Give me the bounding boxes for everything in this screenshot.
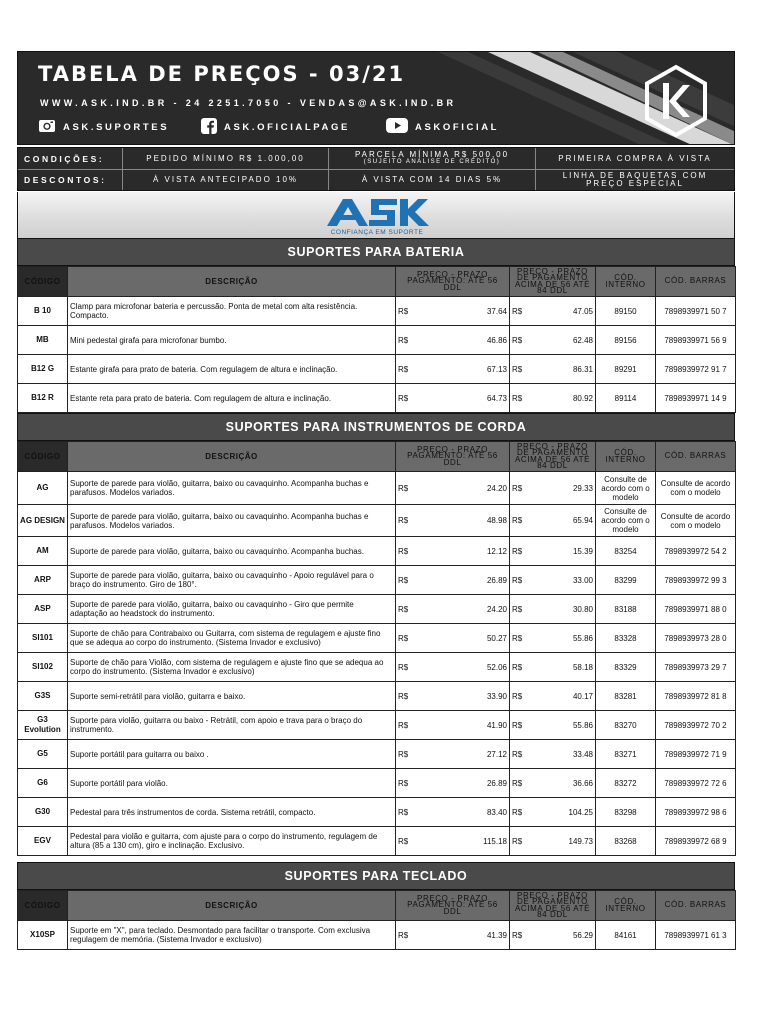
barcode: 7898939972 99 3 — [656, 566, 736, 595]
page-title: TABELA DE PREÇOS - 03/21 — [38, 62, 406, 86]
price-84-ddl — [510, 595, 596, 624]
currency-symbol: R$ — [512, 364, 523, 374]
col-price-84: PREÇO - PRAZO DE PAGAMENTO ACIMA DE 56 ATÉ 84 DDL — [510, 442, 596, 472]
price-value: 58.18 — [572, 662, 593, 672]
product-description: Pedestal para violão e guitarra, com ajuste para o corpo do instrumento, regulagem de altura (85 a 130 cm), giro e inclinação. Exclusivo. — [68, 827, 396, 856]
internal-code: 89291 — [596, 355, 656, 384]
price-value: 12.12 — [486, 546, 507, 556]
drumsticks-note: LINHA DE BAQUETAS COM PREÇO ESPECIAL — [562, 171, 708, 188]
product-code: SI102 — [18, 653, 68, 682]
price-56-ddl — [396, 384, 510, 413]
price-56-ddl — [396, 827, 510, 856]
col-price-84: PREÇO - PRAZO DE PAGAMENTO ACIMA DE 56 ATÉ 84 DDL — [510, 891, 596, 921]
price-value: 37.64 — [486, 306, 507, 316]
col-cod-barras: CÓD. BARRAS — [656, 267, 736, 297]
internal-code: 84161 — [596, 921, 656, 950]
col-cod-barras: CÓD. BARRAS — [656, 442, 736, 472]
internal-code: 83299 — [596, 566, 656, 595]
price-84-ddl — [510, 740, 596, 769]
internal-code: 83270 — [596, 711, 656, 740]
barcode: 7898939971 50 7 — [656, 297, 736, 326]
internal-code: 89114 — [596, 384, 656, 413]
price-value: 29.33 — [572, 483, 593, 493]
price-56-ddl — [396, 740, 510, 769]
currency-symbol: R$ — [512, 546, 523, 556]
product-code: B12 R — [18, 384, 68, 413]
product-description: Suporte portátil para guitarra ou baixo . — [68, 740, 396, 769]
table-corda — [17, 441, 736, 856]
price-value: 55.86 — [572, 720, 593, 730]
col-cod-interno: CÓD. INTERNO — [596, 267, 656, 297]
barcode: 7898939971 88 0 — [656, 595, 736, 624]
product-description: Pedestal para três instrumentos de corda. Sistema retrátil, compacto. — [68, 798, 396, 827]
price-value: 80.92 — [572, 393, 593, 403]
product-description: Suporte de parede para violão, guitarra, baixo ou cavaquinho. Acompanha buchas. — [68, 537, 396, 566]
price-56-ddl — [396, 566, 510, 595]
discount-14-days: À VISTA COM 14 DIAS 5% — [361, 175, 503, 184]
product-code: G30 — [18, 798, 68, 827]
price-84-ddl — [510, 711, 596, 740]
contact-line: WWW.ASK.IND.BR - 24 2251.7050 - VENDAS@ASK.IND.BR — [40, 98, 457, 108]
currency-symbol: R$ — [512, 516, 523, 525]
price-84-ddl — [510, 384, 596, 413]
price-value: 36.66 — [572, 778, 593, 788]
price-value: 33.00 — [572, 575, 593, 585]
brand-tagline: CONFIANÇA EM SUPORTE — [330, 229, 424, 236]
price-56-ddl — [396, 921, 510, 950]
social-label: ASKOFICIAL — [415, 121, 500, 133]
col-price-56: PREÇO - PRAZO PAGAMENTO: ATÉ 56 DDL — [396, 891, 510, 921]
table-row — [18, 537, 736, 566]
col-codigo: CÓDIGO — [18, 891, 68, 921]
col-price-56: PREÇO - PRAZO PAGAMENTO: ATÉ 56 DDL — [396, 442, 510, 472]
price-value: 104.25 — [568, 807, 593, 817]
price-56-ddl — [396, 711, 510, 740]
k-logo-icon — [638, 63, 714, 139]
col-descricao: DESCRIÇÃO — [68, 891, 396, 921]
currency-symbol: R$ — [512, 306, 523, 316]
price-value: 67.13 — [486, 364, 507, 374]
barcode: 7898939973 29 7 — [656, 653, 736, 682]
internal-code: 83271 — [596, 740, 656, 769]
currency-symbol: R$ — [398, 335, 409, 345]
product-description: Suporte semi-retrátil para violão, guitarra e baixo. — [68, 682, 396, 711]
barcode: Consulte de acordo com o modelo — [656, 472, 736, 505]
price-value: 62.48 — [572, 335, 593, 345]
social-youtube[interactable] — [386, 119, 499, 135]
product-description: Suporte para violão, guitarra ou baixo - Retrátil, com apoio e trava para o braço do instrumento. — [68, 711, 396, 740]
barcode: 7898939972 98 6 — [656, 798, 736, 827]
col-cod-interno: CÓD. INTERNO — [596, 442, 656, 472]
barcode: 7898939972 91 7 — [656, 355, 736, 384]
price-84-ddl — [510, 355, 596, 384]
product-code: G6 — [18, 769, 68, 798]
barcode: 7898939971 14 9 — [656, 384, 736, 413]
price-value: 40.17 — [572, 691, 593, 701]
product-description: Suporte portátil para violão. — [68, 769, 396, 798]
price-84-ddl — [510, 921, 596, 950]
internal-code: 83268 — [596, 827, 656, 856]
internal-code: 83272 — [596, 769, 656, 798]
product-code: ARP — [18, 566, 68, 595]
product-code: AG — [18, 472, 68, 505]
price-84-ddl — [510, 769, 596, 798]
product-code: MB — [18, 326, 68, 355]
currency-symbol: R$ — [512, 691, 523, 701]
price-value: 65.94 — [572, 516, 593, 525]
product-description: Suporte de chão para Contrabaixo ou Guitarra, com sistema de regulagem e ajuste fino que se adequa ao corpo do instrumento. (Sistema Invador e exclusivo) — [68, 624, 396, 653]
product-code: B12 G — [18, 355, 68, 384]
table-row — [18, 769, 736, 798]
min-installment-text: PARCELA MÍNIMA R$ 500,00 — [354, 150, 510, 159]
price-84-ddl — [510, 682, 596, 711]
currency-symbol: R$ — [398, 807, 409, 817]
currency-symbol: R$ — [398, 778, 409, 788]
price-value: 56.29 — [572, 930, 593, 940]
price-value: 47.05 — [572, 306, 593, 316]
currency-symbol: R$ — [512, 807, 523, 817]
instagram-icon — [38, 119, 56, 136]
price-value: 41.90 — [486, 720, 507, 730]
barcode: 7898939972 81 8 — [656, 682, 736, 711]
currency-symbol: R$ — [398, 720, 409, 730]
price-56-ddl — [396, 624, 510, 653]
product-code: EGV — [18, 827, 68, 856]
col-price-56: PREÇO - PRAZO PAGAMENTO: ATÉ 56 DDL — [396, 267, 510, 297]
internal-code: 89150 — [596, 297, 656, 326]
col-descricao: DESCRIÇÃO — [68, 267, 396, 297]
table-row — [18, 682, 736, 711]
social-label: ASK.SUPORTES — [63, 121, 170, 133]
currency-symbol: R$ — [512, 393, 523, 403]
conditions-label: CONDIÇÕES: — [24, 153, 105, 164]
price-value: 33.90 — [486, 691, 507, 701]
currency-symbol: R$ — [512, 335, 523, 345]
table-header-row — [18, 267, 736, 297]
price-56-ddl — [396, 297, 510, 326]
table-bateria — [17, 266, 736, 413]
barcode: 7898939972 54 2 — [656, 537, 736, 566]
price-value: 26.89 — [486, 575, 507, 585]
col-descricao: DESCRIÇÃO — [68, 442, 396, 472]
currency-symbol: R$ — [512, 778, 523, 788]
internal-code: Consulte de acordo com o modelo — [596, 505, 656, 537]
currency-symbol: R$ — [398, 662, 409, 672]
brand-banner — [17, 192, 735, 238]
internal-code: 83254 — [596, 537, 656, 566]
price-value: 24.20 — [486, 604, 507, 614]
currency-symbol: R$ — [512, 930, 523, 940]
price-value: 27.12 — [486, 749, 507, 759]
currency-symbol: R$ — [512, 720, 523, 730]
price-value: 33.48 — [572, 749, 593, 759]
discounts-label: DESCONTOS: — [24, 175, 107, 185]
product-code: AM — [18, 537, 68, 566]
price-value: 26.89 — [486, 778, 507, 788]
price-sheet — [17, 51, 735, 951]
internal-code: 83328 — [596, 624, 656, 653]
price-56-ddl — [396, 355, 510, 384]
col-cod-interno: CÓD. INTERNO — [596, 891, 656, 921]
table-row — [18, 297, 736, 326]
table-row — [18, 624, 736, 653]
barcode: 7898939972 70 2 — [656, 711, 736, 740]
internal-code: 83281 — [596, 682, 656, 711]
product-description: Estante reta para prato de bateria. Com regulagem de altura e inclinação. — [68, 384, 396, 413]
table-row — [18, 595, 736, 624]
price-value: 149.73 — [568, 836, 593, 846]
section-title-corda: SUPORTES PARA INSTRUMENTOS DE CORDA — [17, 413, 735, 441]
currency-symbol: R$ — [398, 546, 409, 556]
barcode: 7898939972 72 6 — [656, 769, 736, 798]
product-description: Clamp para microfonar bateria e percussão. Ponta de metal com alta resistência. Compacto. — [68, 297, 396, 326]
price-56-ddl — [396, 505, 510, 537]
table-row — [18, 326, 736, 355]
product-description: Suporte de parede para violão, guitarra, baixo ou cavaquinho. Acompanha buchas e parafusos. Modelos variados. — [68, 505, 396, 537]
currency-symbol: R$ — [398, 604, 409, 614]
table-teclado — [17, 890, 736, 950]
price-value: 64.73 — [486, 393, 507, 403]
price-84-ddl — [510, 472, 596, 505]
currency-symbol: R$ — [512, 836, 523, 846]
price-56-ddl — [396, 798, 510, 827]
youtube-icon — [386, 118, 408, 136]
product-description: Suporte de parede para violão, guitarra, baixo ou cavaquinho - Giro que permite adaptação ao headstock do instrumento. — [68, 595, 396, 624]
col-price-84: PREÇO - PRAZO DE PAGAMENTO ACIMA DE 56 ATÉ 84 DDL — [510, 267, 596, 297]
section-title-bateria: SUPORTES PARA BATERIA — [17, 238, 735, 266]
currency-symbol: R$ — [398, 516, 409, 525]
internal-code: Consulte de acordo com o modelo — [596, 472, 656, 505]
table-row — [18, 653, 736, 682]
table-row — [18, 827, 736, 856]
min-installment-note: (SUJEITO ANÁLISE DE CRÉDITO) — [363, 159, 501, 165]
product-code: X10SP — [18, 921, 68, 950]
price-value: 15.39 — [572, 546, 593, 556]
internal-code: 83329 — [596, 653, 656, 682]
conditions-panel — [17, 147, 735, 191]
table-row — [18, 921, 736, 950]
table-row — [18, 384, 736, 413]
price-84-ddl — [510, 537, 596, 566]
table-row — [18, 740, 736, 769]
currency-symbol: R$ — [512, 483, 523, 493]
price-56-ddl — [396, 682, 510, 711]
price-84-ddl — [510, 566, 596, 595]
table-header-row — [18, 442, 736, 472]
product-description: Suporte de chão para Violão, com sistema de regulagem e ajuste fino que se adequa ao corpo do instrumento. (Sistema Invador e exclusivo) — [68, 653, 396, 682]
social-label: ASK.OFICIALPAGE — [224, 121, 350, 133]
col-cod-barras: CÓD. BARRAS — [656, 891, 736, 921]
product-description: Suporte de parede para violão, guitarra, baixo ou cavaquinho - Apoio regulável para o braço do instrumento. Giro de 180°. — [68, 566, 396, 595]
col-codigo: CÓDIGO — [18, 267, 68, 297]
price-56-ddl — [396, 595, 510, 624]
price-84-ddl — [510, 827, 596, 856]
first-purchase: PRIMEIRA COMPRA À VISTA — [558, 153, 712, 163]
product-code: G5 — [18, 740, 68, 769]
ask-logo-icon — [323, 196, 431, 236]
product-description: Suporte em "X", para teclado. Desmontado para facilitar o transporte. Com exclusiva regulagem de memória. (Sistema Invador e exclusivo) — [68, 921, 396, 950]
barcode: 7898939973 28 0 — [656, 624, 736, 653]
currency-symbol: R$ — [398, 393, 409, 403]
price-value: 86.31 — [572, 364, 593, 374]
barcode: 7898939972 71 9 — [656, 740, 736, 769]
currency-symbol: R$ — [512, 633, 523, 643]
min-order: PEDIDO MÍNIMO R$ 1.000,00 — [146, 153, 305, 163]
price-56-ddl — [396, 537, 510, 566]
price-value: 46.86 — [486, 335, 507, 345]
price-84-ddl — [510, 798, 596, 827]
currency-symbol: R$ — [398, 306, 409, 316]
price-56-ddl — [396, 769, 510, 798]
table-row — [18, 711, 736, 740]
currency-symbol: R$ — [512, 604, 523, 614]
col-codigo: CÓDIGO — [18, 442, 68, 472]
barcode: Consulte de acordo com o modelo — [656, 505, 736, 537]
currency-symbol: R$ — [398, 633, 409, 643]
product-code: ASP — [18, 595, 68, 624]
table-row — [18, 566, 736, 595]
price-value: 50.27 — [486, 633, 507, 643]
internal-code: 83188 — [596, 595, 656, 624]
barcode: 7898939971 61 3 — [656, 921, 736, 950]
price-84-ddl — [510, 624, 596, 653]
price-value: 83.40 — [486, 807, 507, 817]
price-value: 41.39 — [486, 930, 507, 940]
social-facebook[interactable] — [201, 119, 350, 135]
price-value: 24.20 — [486, 483, 507, 493]
currency-symbol: R$ — [398, 749, 409, 759]
barcode: 7898939971 56 9 — [656, 326, 736, 355]
product-code: AG DESIGN — [18, 505, 68, 537]
table-row — [18, 472, 736, 505]
currency-symbol: R$ — [398, 691, 409, 701]
price-84-ddl — [510, 653, 596, 682]
currency-symbol: R$ — [398, 364, 409, 374]
internal-code: 89156 — [596, 326, 656, 355]
price-value: 55.86 — [572, 633, 593, 643]
price-56-ddl — [396, 653, 510, 682]
barcode: 7898939972 68 9 — [656, 827, 736, 856]
price-84-ddl — [510, 326, 596, 355]
currency-symbol: R$ — [512, 575, 523, 585]
price-56-ddl — [396, 326, 510, 355]
currency-symbol: R$ — [512, 749, 523, 759]
price-value: 30.80 — [572, 604, 593, 614]
currency-symbol: R$ — [398, 930, 409, 940]
price-value: 52.06 — [486, 662, 507, 672]
internal-code: 83298 — [596, 798, 656, 827]
currency-symbol: R$ — [512, 662, 523, 672]
min-installment — [329, 148, 535, 169]
table-row — [18, 798, 736, 827]
currency-symbol: R$ — [398, 836, 409, 846]
header — [17, 51, 735, 145]
product-description: Estante girafa para prato de bateria. Com regulagem de altura e inclinação. — [68, 355, 396, 384]
facebook-icon — [201, 118, 217, 137]
product-description: Suporte de parede para violão, guitarra, baixo ou cavaquinho. Acompanha buchas e parafusos. Modelos variados. — [68, 472, 396, 505]
table-row — [18, 505, 736, 537]
price-84-ddl — [510, 505, 596, 537]
product-code: B 10 — [18, 297, 68, 326]
price-84-ddl — [510, 297, 596, 326]
table-header-row — [18, 891, 736, 921]
price-56-ddl — [396, 472, 510, 505]
section-title-teclado: SUPORTES PARA TECLADO — [17, 862, 735, 890]
product-code: SI101 — [18, 624, 68, 653]
product-code: G3S — [18, 682, 68, 711]
price-value: 115.18 — [483, 836, 507, 846]
social-instagram[interactable] — [38, 119, 169, 135]
price-value: 48.98 — [486, 516, 507, 525]
currency-symbol: R$ — [398, 575, 409, 585]
product-code: G3 Evolution — [18, 711, 68, 740]
currency-symbol: R$ — [398, 483, 409, 493]
discount-advance: À VISTA ANTECIPADO 10% — [152, 175, 299, 184]
product-description: Mini pedestal girafa para microfonar bumbo. — [68, 326, 396, 355]
table-row — [18, 355, 736, 384]
